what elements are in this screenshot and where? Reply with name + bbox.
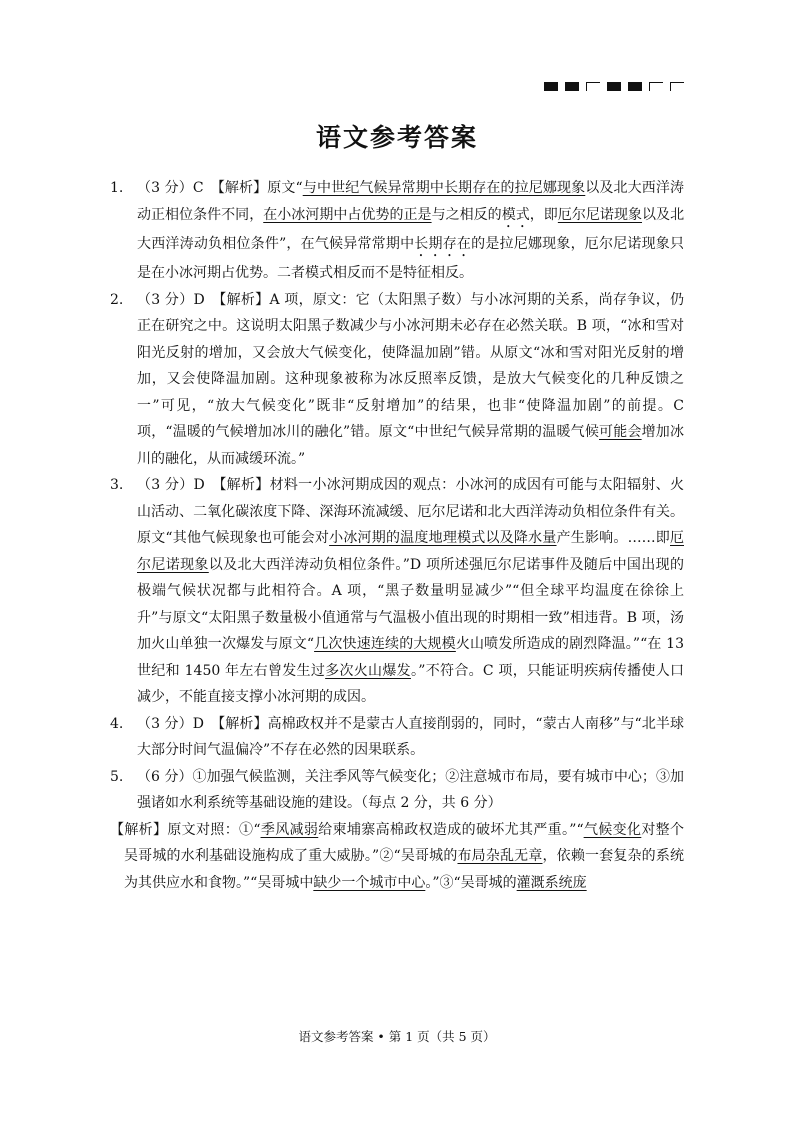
item-number: 1. (110, 180, 124, 196)
header-marks (544, 82, 684, 94)
answer-item-3: 3. （3 分）D 【解析】材料一小冰河期成因的观点：小冰河的成因有可能与太阳辐射、火山活动、二氧化碳浓度下降、深海环流减缓、厄尔尼诺和北大西洋涛动负相位条件有关。原文“其他气候现象也可能会对小冰河期的温度地理模式以及降水量产生影响。……即厄尔尼诺现象以及北大西洋涛动负相位条件。”D 项所述强厄尔尼诺事件及随后中国出现的极端气候状况都与此相符合。A 项，“黑子数量明显减少”“但全球平均温度在徐徐上升”与原文“太阳黑子数量极小值通常与气温极小值出现的时期相一致”相违背。B 项，汤加火山单独一次爆发与原文“几次快速连续的大规模火山喷发所造成的剧烈降温。”“在 13 世纪和 1450 年左右曾发生过多次火山爆发。”不符合。C 项，只能证明疾病传播使人口减少，不能直接支撑小冰河期的成因。 (110, 472, 684, 711)
item-number: 2. (110, 291, 124, 308)
item-number: 3. (110, 477, 124, 493)
item-number: 5. (110, 768, 124, 785)
answer-content (110, 175, 684, 896)
answer-item-1: 1. （3 分）C 【解析】原文“与中世纪气候异常期中长期存在的拉尼娜现象以及北大西洋涛动正相位条件不同，在小冰河期中占优势的正是与之相反的模式，即厄尔尼诺现象以及北大西洋涛动负相位条件”，在气候异常常期中长期存在的是拉尼娜现象，厄尔尼诺现象只是在小冰河期占优势。二者模式相反而不是特征相反。 (110, 175, 684, 286)
mark-corner (586, 82, 600, 91)
answer-item-5: 5. （6 分）①加强气候监测，关注季风等气候变化；②注意城市布局，要有城市中心；③加强诸如水利系统等基础设施的建设。（每点 2 分，共 6 分） (110, 764, 684, 817)
answer-5-analysis: 【解析】原文对照：①“季风减弱给柬埔寨高棉政权造成的破坏尤其严重。”“气候变化对整个吴哥城的水利基础设施构成了重大威胁。”②“吴哥城的布局杂乱无章，依赖一套复杂的系统为其供应水和食物。”“吴哥城中缺少一个城市中心。”③“吴哥城的灌溉系统庞 (110, 821, 685, 891)
mark-block (565, 82, 579, 91)
mark-block (544, 82, 558, 91)
mark-block (628, 82, 642, 91)
answer-item-4: 4. （3 分）D 【解析】高棉政权并不是蒙古人直接削弱的，同时，“蒙古人南移”与“北半球大部分时间气温偏冷”不存在必然的因果联系。 (110, 711, 684, 764)
page-title: 语文参考答案 (315, 123, 478, 152)
page-footer: 语文参考答案 • 第 1 页（共 5 页） (298, 1029, 496, 1044)
answer-item-2: 2. （3 分）D 【解析】A 项，原文：它（太阳黑子数）与小冰河期的关系，尚存争议，仍正在研究之中。这说明太阳黑子数减少与小冰河期未必存在必然关联。B 项，“冰和雪对阳光反射的增加，又会放大气候变化，使降温加剧”错。从原文“冰和雪对阳光反射的增加，又会使降温加剧。这种现象被称为冰反照率反馈，是放大气候变化的几种反馈之一”可见，“放大气候变化”既非“反射增加”的结果，也非“使降温加剧”的前提。C 项，“温暖的气候增加冰川的融化”错。原文“中世纪气候异常期的温暖气候可能会增加冰川的融化，从而减缓环流。” (110, 287, 684, 473)
mark-block (607, 82, 621, 91)
item-number: 4. (110, 715, 124, 732)
mark-corner (670, 82, 684, 91)
mark-corner (649, 82, 663, 91)
